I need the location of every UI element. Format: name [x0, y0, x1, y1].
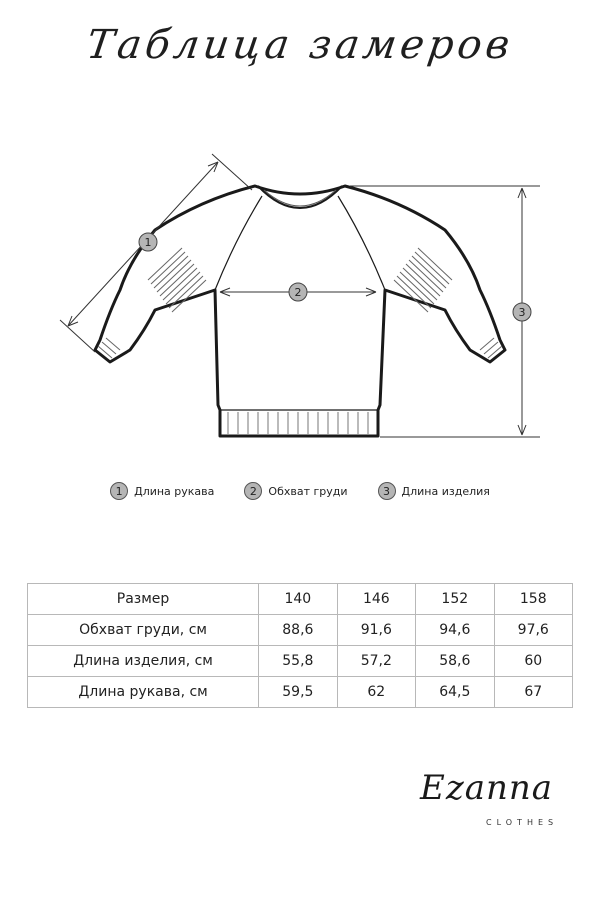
row-value: 59,5	[259, 677, 337, 708]
sweatshirt-outline	[95, 186, 505, 436]
brand-logo-text: Ezanna	[420, 768, 554, 808]
legend-badge-2: 2	[244, 482, 262, 500]
row-value: 55,8	[259, 646, 337, 677]
header-size: 152	[416, 584, 494, 615]
row-value: 67	[494, 677, 572, 708]
marker-1-label: 1	[144, 236, 152, 249]
hem-rib	[228, 412, 368, 434]
measurement-legend	[0, 482, 600, 500]
table-row	[28, 677, 573, 708]
row-value: 58,6	[416, 646, 494, 677]
row-value: 91,6	[337, 615, 415, 646]
sweatshirt-diagram	[0, 140, 600, 460]
page-title: Таблица замеров	[83, 22, 517, 68]
row-value: 57,2	[337, 646, 415, 677]
row-value: 62	[337, 677, 415, 708]
marker-3-label: 3	[518, 306, 526, 319]
legend-label-chest: Обхват груди	[268, 484, 348, 498]
header-label: Размер	[28, 584, 259, 615]
header-size: 158	[494, 584, 572, 615]
header-size: 146	[337, 584, 415, 615]
legend-item-chest	[244, 482, 347, 500]
size-table	[27, 583, 573, 708]
row-value: 64,5	[416, 677, 494, 708]
legend-badge-3: 3	[378, 482, 396, 500]
row-value: 88,6	[259, 615, 337, 646]
raglan-seam-left	[215, 196, 262, 290]
brand-logo	[420, 760, 580, 840]
legend-item-length	[378, 482, 490, 500]
row-value: 94,6	[416, 615, 494, 646]
table-row	[28, 646, 573, 677]
table-header-row	[28, 584, 573, 615]
row-label: Длина изделия, см	[28, 646, 259, 677]
table-row	[28, 615, 573, 646]
brand-subtitle: CLOTHES	[486, 818, 559, 827]
header-size: 140	[259, 584, 337, 615]
legend-badge-1: 1	[110, 482, 128, 500]
measure-sleeve-length	[60, 154, 252, 352]
row-value: 97,6	[494, 615, 572, 646]
legend-item-sleeve	[110, 482, 214, 500]
legend-label-sleeve: Длина рукава	[134, 484, 215, 498]
row-label: Длина рукава, см	[28, 677, 259, 708]
legend-label-length: Длина изделия	[401, 484, 490, 498]
marker-2-label: 2	[294, 286, 302, 299]
row-label: Обхват груди, см	[28, 615, 259, 646]
row-value: 60	[494, 646, 572, 677]
raglan-seam-right	[338, 196, 385, 290]
